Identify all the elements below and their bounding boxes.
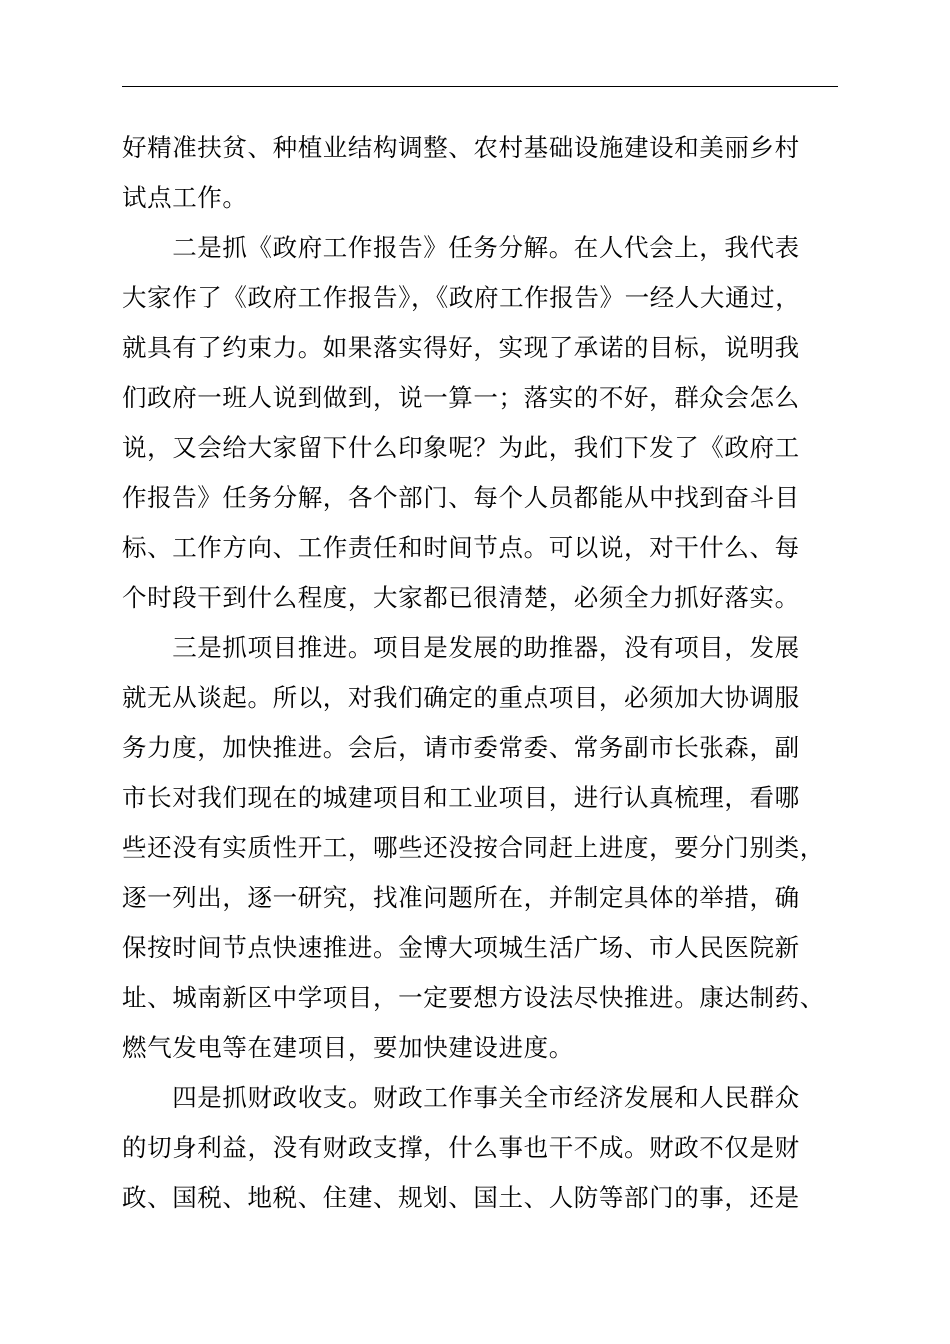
text-line: 保按时间节点快速推进。金博大项城生活广场、市人民医院新 <box>122 933 800 962</box>
text-line: 燃气发电等在建项目，要加快建设进度。 <box>122 1033 574 1062</box>
text-line: 的切身利益，没有财政支撑，什么事也干不成。财政不仅是财 <box>122 1133 800 1162</box>
text-line: 大家作了《政府工作报告》，《政府工作报告》一经人大通过， <box>122 283 801 312</box>
text-line: 政、国税、地税、住建、规划、国土、人防等部门的事，还是 <box>122 1183 800 1212</box>
text-line: 址、城南新区中学项目，一定要想方设法尽快推进。康达制药、 <box>122 983 825 1012</box>
document-body <box>122 123 860 1223</box>
text-line: 三是抓项目推进。项目是发展的助推器，没有项目，发展 <box>122 633 800 662</box>
text-line: 标、工作方向、工作责任和时间节点。可以说，对干什么、每 <box>122 533 800 562</box>
text-line: 说，又会给大家留下什么印象呢？为此，我们下发了《政府工 <box>122 433 800 462</box>
text-line: 逐一列出，逐一研究，找准问题所在，并制定具体的举措，确 <box>122 883 800 912</box>
text-line: 务力度，加快推进。会后，请市委常委、常务副市长张森，副 <box>122 733 800 762</box>
text-line: 些还没有实质性开工，哪些还没按合同赶上进度，要分门别类， <box>122 833 825 862</box>
text-line: 四是抓财政收支。财政工作事关全市经济发展和人民群众 <box>122 1083 800 1112</box>
text-line: 二是抓《政府工作报告》任务分解。在人代会上，我代表 <box>122 233 800 262</box>
text-line: 们政府一班人说到做到，说一算一；落实的不好，群众会怎么 <box>122 383 800 412</box>
text-line: 就无从谈起。所以，对我们确定的重点项目，必须加大协调服 <box>122 683 800 712</box>
text-line: 市长对我们现在的城建项目和工业项目，进行认真梳理，看哪 <box>122 783 800 812</box>
header-rule <box>122 86 838 87</box>
text-line: 试点工作。 <box>122 183 248 212</box>
text-line: 就具有了约束力。如果落实得好，实现了承诺的目标，说明我 <box>122 333 800 362</box>
text-line: 作报告》任务分解，各个部门、每个人员都能从中找到奋斗目 <box>122 483 800 512</box>
text-line: 好精准扶贫、种植业结构调整、农村基础设施建设和美丽乡村 <box>122 133 800 162</box>
text-line: 个时段干到什么程度，大家都已很清楚，必须全力抓好落实。 <box>122 583 800 612</box>
